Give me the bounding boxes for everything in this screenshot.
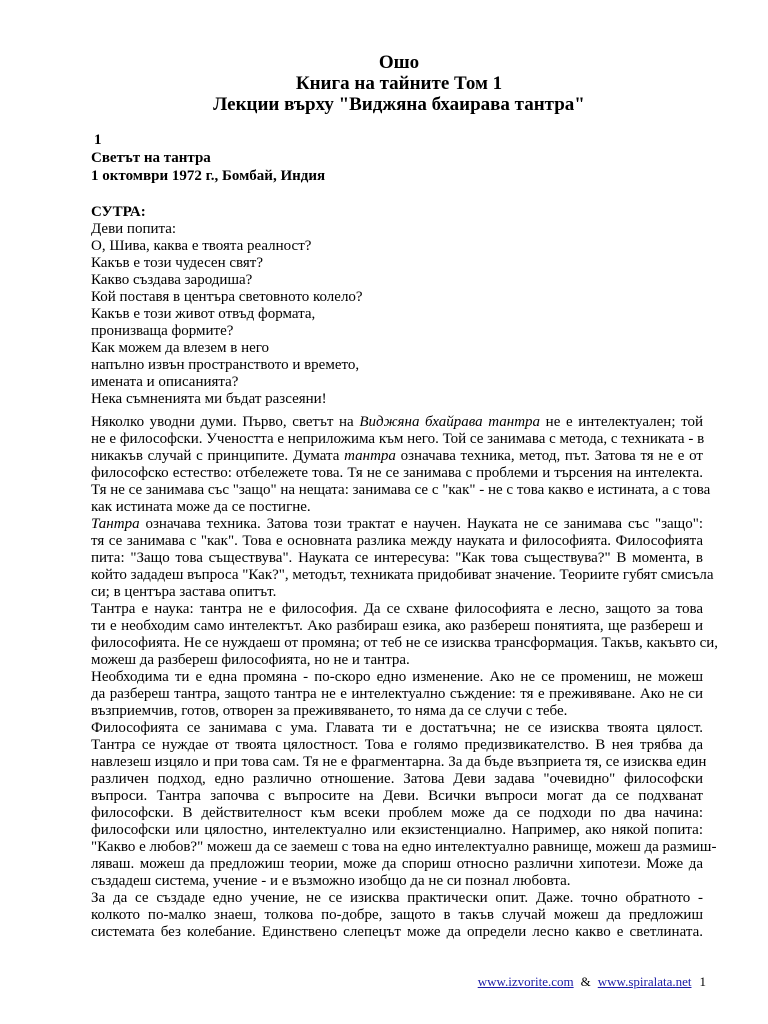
sutra-line: Кой поставя в центъра световното колело? [91,289,363,305]
text-line: Тя не се занимава със "защо" на нещата: занимава се с "как" - не с това какво е истината, а с това [91,482,711,498]
italic-term: Тантра [91,516,140,532]
sutra-heading: СУТРА: [91,204,146,220]
sutra-line: Какъв е този чудесен свят? [91,255,264,271]
chapter-title: Светът на тантра [91,150,211,166]
text-line: различен подход, едно различно отношение. Затова Деви задава "очевидно" философски [91,771,703,787]
text-line: тя се занимава с "как". Това е основната разлика между науката и философията. Философията [91,533,703,549]
chapter-number: 1 [94,132,102,148]
sutra-line: Какъв е този живот отвъд формата, [91,306,316,322]
page-number: 1 [699,974,706,989]
text-line: въпроси. Тантра започва с въпросите на Деви. Всички въпроси могат да се подхванат [91,788,703,804]
spiralata-link[interactable]: www.spiralata.net [597,974,692,989]
text-line: който зададеш въпроса "Как?", методът, техниката придобиват значение. Теориите губят смисъла [91,567,714,583]
title-block [0,52,768,115]
sutra-line: Деви попита: [91,221,177,237]
body-text [91,414,719,941]
paragraph [91,516,714,601]
text-line: никакъв случай с принципите. Думата тантра означава техника, метод, път. Затова тя не е от [91,448,703,464]
chapter-meta [91,131,325,185]
text-line: да разбереш тантра, защото тантра не е интелектуално съждение: тя е преживяване. Ако не си [91,686,703,702]
sutra-line: Нека съмненията ми бъдат разсеяни! [91,391,327,407]
text-line: си; в центъра застава опитът. [91,584,277,600]
book-subtitle: Лекции върху "Виджяна бхаирава тантра" [213,94,585,115]
text-line: Необходима ти е една промяна - по-скоро едно изменение. Ако не се промениш, не можеш [91,669,703,685]
text-line: как истината може да се постигне. [91,499,311,515]
text-line: ляваш. можеш да предложиш теории, може да спориш относно различни хипотези. Може да [91,856,703,872]
paragraph [91,890,703,941]
text-line: философско естество: отбележете това. Тя не се занимава с проблеми и търсения на интелекта. [91,465,703,481]
sutra-line: пронизваща формите? [91,323,234,339]
italic-term: Виджяна бхайрава тантра [359,414,541,430]
text-line: Тантра е наука: тантра не е философия. Да се схване философията е лесно, защото за това [91,601,703,617]
paragraph [91,669,703,720]
text-line: Няколко уводни думи. Първо, светът на Виджяна бхайрава тантра не е интелектуален; той [91,414,703,430]
ampersand: & [580,974,591,989]
text-line: ти е необходим само интелектът. Ако разбираш езика, ако разбереш понятията, ще разбереш и [91,618,703,634]
sutra-line: Какво създава зародиша? [91,272,253,288]
paragraph [91,414,711,516]
text-line: философски или цялостно, интелектуално или екзистенциално. Например, ако някой попита: [91,822,703,838]
sutra-line: Как можем да влезем в него [91,340,270,356]
sutra-line: напълно извън пространството и времето, [91,357,360,373]
text-line: Философията се занимава с ума. Главата ти е достатъчна; не се изисква твоята цялост. [91,720,703,736]
text-line: философията. Не се нуждаеш от промяна; от теб не се изисква трансформация. Такъв, какъвто си, [91,635,719,651]
text-line: Тантра означава техника. Затова този трактат е научен. Науката не се занимава със "защо": [91,516,703,532]
italic-term: тантра [344,448,396,464]
book-title: Книга на тайните Том 1 [295,73,503,94]
text-line: не е философски. Учеността е неприложима към него. Той се занимава с метода, с техниката - в [91,431,705,447]
text-line: създадеш система, учение - и е възможно изобщо да не си познал любовта. [91,873,571,889]
sutra-block [91,204,363,408]
text-line: "Какво е любов?" можеш да се заемеш с това на едно интелектуално равнище, можеш да размиш- [91,839,717,855]
text-line: философски. В действителност към всеки проблем може да се подходи по два начина: [91,805,703,821]
sutra-line: О, Шива, каква е твоята реалност? [91,238,312,254]
text-line: можеш да разбереш философията, но не и тантра. [91,652,410,668]
text-line: навлезеш изцяло и при това сам. Тя не е фрагментарна. За да бъде възприета тя, се изисква един [91,754,707,770]
author-title: Ошо [378,52,420,73]
paragraph [91,601,719,669]
chapter-date-place: 1 октомври 1972 г., Бомбай, Индия [91,168,326,184]
text-line: колкото по-малко знаеш, толкова по-добре, защото в такъв случай можеш да предложиш [91,907,703,923]
text-line: системата без колебание. Единствено слепецът може да определи лесно какво е светлината. [91,924,703,940]
text-line: За да се създаде едно учение, не се изисква практически опит. Даже. точно обратното - [91,890,703,906]
text-line: Тантра се нуждае от твоята цялостност. Това е голямо предизвикателство. В нея трябва да [91,737,703,753]
izvorite-link[interactable]: www.izvorite.com [477,974,574,989]
page-footer [478,974,706,989]
sutra-line: имената и описанията? [91,374,239,390]
text-line: възприемчив, готов, отворен за преживяването, то няма да се случи с тебе. [91,703,568,719]
paragraph [91,720,717,890]
text-line: пита: "Защо това съществува". Науката се интересува: "Как това съществува?" В момента, в [91,550,703,566]
